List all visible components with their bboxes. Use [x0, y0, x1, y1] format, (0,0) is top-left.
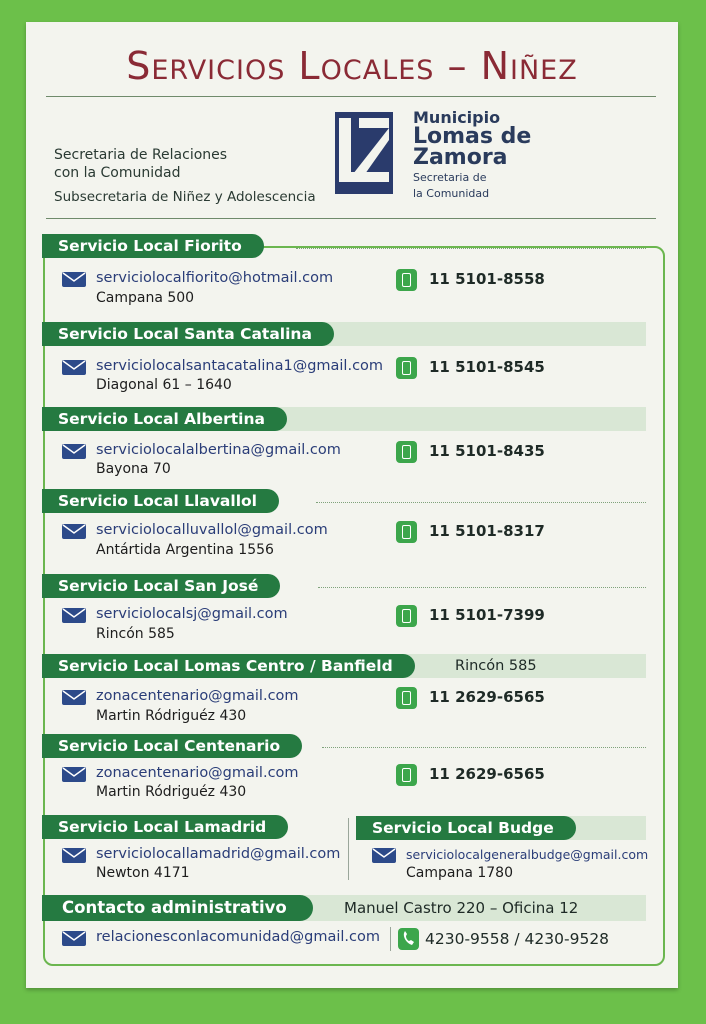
flyer-card	[26, 22, 678, 988]
service-name: Servicio Local Llavallol	[42, 489, 279, 513]
page-title: Servicios Locales – Niñez	[126, 44, 578, 88]
dotted-divider	[318, 587, 646, 588]
admin-divider	[390, 927, 391, 951]
muni-line3: Zamora	[413, 145, 508, 170]
phone-number[interactable]: 11 2629-6565	[429, 765, 545, 783]
phone-number[interactable]: 11 2629-6565	[429, 688, 545, 706]
service-name: Servicio Local Centenario	[42, 734, 302, 758]
service-header-albertina	[42, 407, 646, 431]
service-name: Servicio Local Santa Catalina	[42, 322, 334, 346]
address-text: Antártida Argentina 1556	[96, 542, 274, 558]
secretaria-line2: con la Comunidad	[54, 165, 181, 181]
email-link[interactable]: zonacentenario@gmail.com	[96, 765, 299, 781]
mail-icon	[62, 767, 86, 782]
email-link[interactable]: serviciolocalgeneralbudge@gmail.com	[406, 847, 649, 862]
phone-icon	[396, 357, 417, 379]
phone-icon	[396, 687, 417, 709]
phone-number[interactable]: 11 5101-8558	[429, 270, 545, 288]
email-link[interactable]: serviciolocallamadrid@gmail.com	[96, 846, 341, 862]
service-name: Servicio Local Budge	[356, 816, 576, 840]
header-rule	[46, 218, 656, 219]
municipio-logo	[335, 112, 393, 194]
mail-icon	[62, 690, 86, 705]
address-text: Bayona 70	[96, 461, 171, 477]
municipio-name	[413, 110, 531, 200]
address-text: Newton 4171	[96, 865, 190, 881]
service-header-santa-catalina	[42, 322, 646, 346]
admin-label: Contacto administrativo	[42, 895, 313, 921]
service-name: Servicio Local San José	[42, 574, 280, 598]
admin-address: Manuel Castro 220 – Oficina 12	[344, 899, 579, 917]
service-name: Servicio Local Lamadrid	[42, 815, 288, 839]
muni-line4: Secretaria de	[413, 171, 487, 184]
service-name: Servicio Local Fiorito	[42, 234, 264, 258]
secretaria-line1: Secretaria de Relaciones	[54, 147, 228, 163]
secretaria-text	[54, 146, 227, 182]
email-link[interactable]: zonacentenario@gmail.com	[96, 688, 299, 704]
subsecretaria-text: Subsecretaria de Niñez y Adolescencia	[54, 189, 316, 205]
email-link[interactable]: serviciolocalsj@gmail.com	[96, 606, 288, 622]
muni-line5: la Comunidad	[413, 187, 490, 200]
service-header-budge	[356, 816, 646, 840]
address-text: Campana 500	[96, 290, 195, 306]
phone-number[interactable]: 11 5101-8317	[429, 522, 545, 540]
muni-line2: Lomas de	[413, 124, 532, 149]
mail-icon	[62, 931, 86, 946]
dotted-divider	[296, 248, 646, 249]
phone-number[interactable]: 11 5101-8435	[429, 442, 545, 460]
mail-icon	[62, 608, 86, 623]
admin-email-link[interactable]: relacionesconlacomunidad@gmail.com	[96, 929, 380, 945]
phone-icon	[396, 764, 417, 786]
dotted-divider	[316, 502, 646, 503]
phone-icon	[396, 441, 417, 463]
mail-icon	[62, 444, 86, 459]
admin-phone-number[interactable]: 4230-9558 / 4230-9528	[425, 930, 610, 948]
telephone-icon	[398, 928, 419, 950]
mail-icon	[62, 524, 86, 539]
address-text: Martin Ródriguéz 430	[96, 784, 247, 800]
service-name: Servicio Local Albertina	[42, 407, 287, 431]
phone-number[interactable]: 11 5101-8545	[429, 358, 545, 376]
address-text: Diagonal 61 – 1640	[96, 377, 232, 393]
column-divider	[348, 818, 349, 880]
email-link[interactable]: serviciolocalluvallol@gmail.com	[96, 522, 328, 538]
dotted-divider	[322, 747, 646, 748]
mail-icon	[62, 848, 86, 863]
phone-icon	[396, 269, 417, 291]
service-name: Servicio Local Lomas Centro / Banfield	[42, 654, 415, 678]
mail-icon	[62, 360, 86, 375]
muni-line1: Municipio	[413, 108, 501, 127]
email-link[interactable]: serviciolocalalbertina@gmail.com	[96, 442, 341, 458]
address-text: Rincón 585	[96, 626, 175, 642]
email-link[interactable]: serviciolocalsantacatalina1@gmail.com	[96, 358, 384, 374]
phone-icon	[396, 605, 417, 627]
admin-header	[42, 895, 646, 921]
service-header-lomas-centro	[42, 654, 646, 678]
mail-icon	[62, 272, 86, 287]
phone-icon	[396, 521, 417, 543]
service-extra-address: Rincón 585	[455, 658, 537, 674]
address-text: Martin Ródriguéz 430	[96, 708, 247, 724]
title-rule	[46, 96, 656, 97]
email-link[interactable]: serviciolocalfiorito@hotmail.com	[96, 270, 334, 286]
mail-icon	[372, 848, 396, 863]
phone-number[interactable]: 11 5101-7399	[429, 606, 545, 624]
address-text: Campana 1780	[406, 865, 513, 881]
